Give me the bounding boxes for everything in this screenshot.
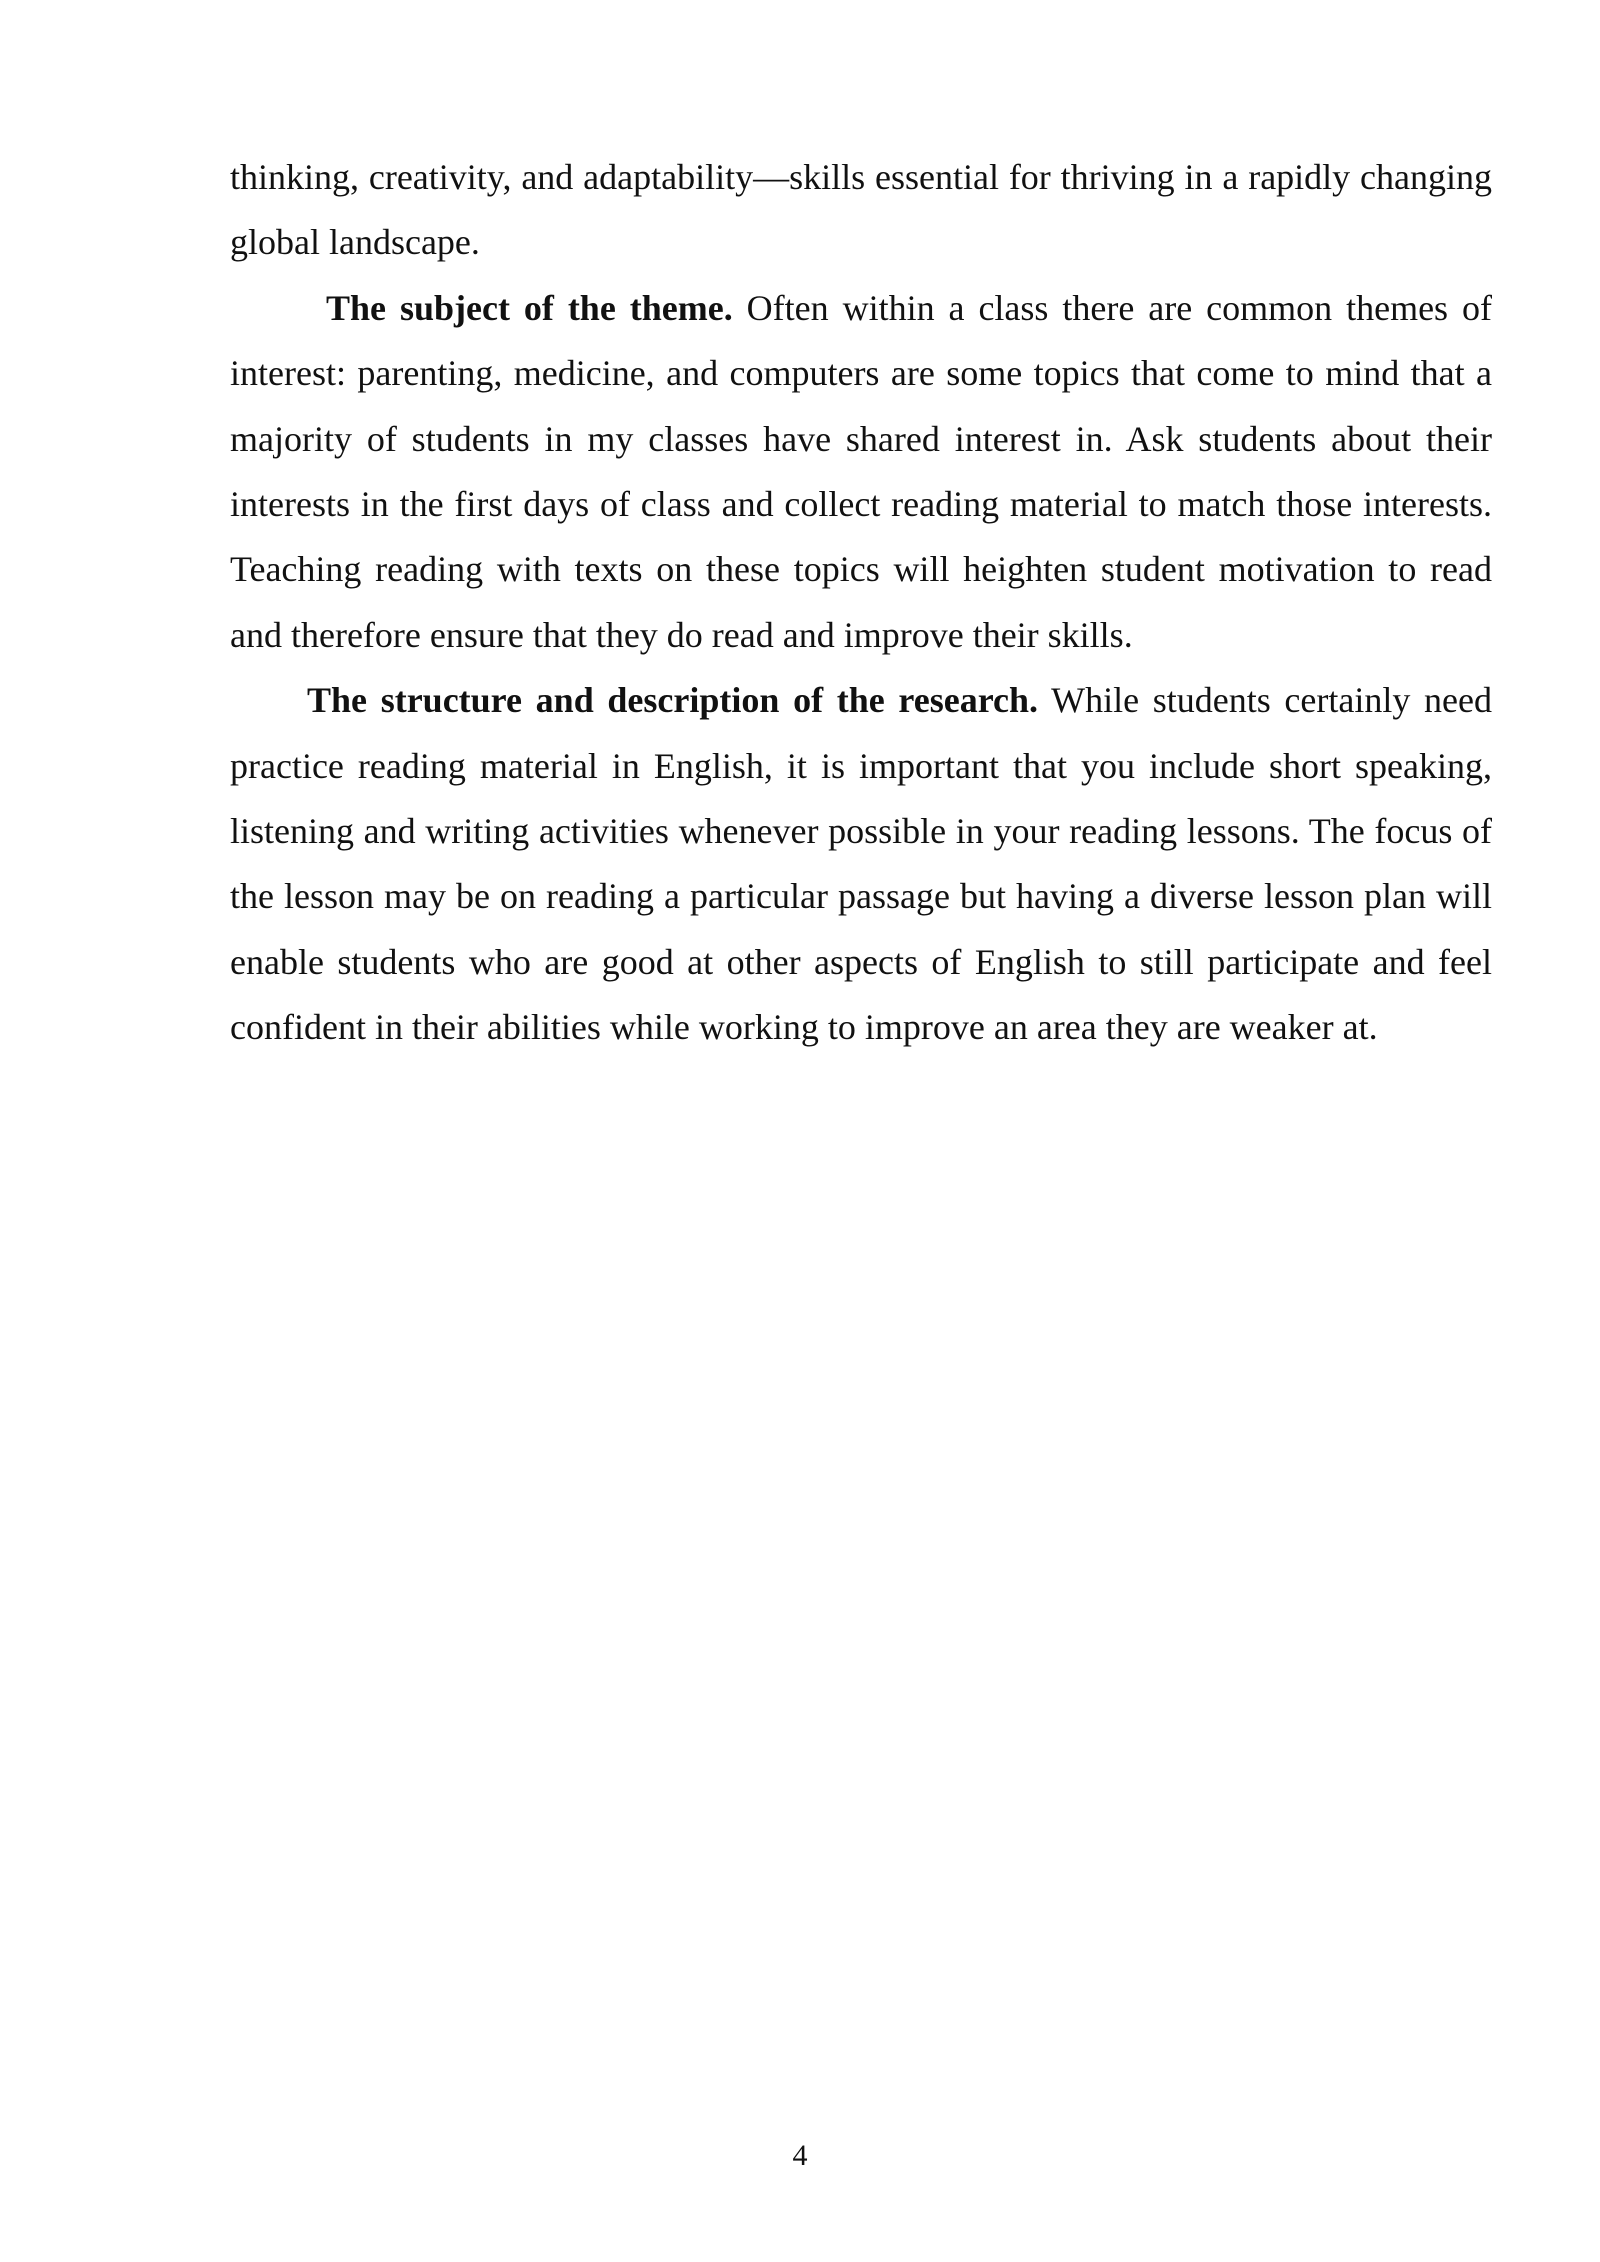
- page-number: 4: [792, 2139, 808, 2172]
- paragraph-heading: The subject of the theme.: [326, 287, 733, 328]
- paragraph-text: Often within a class there are common themes of interest: parenting, medicine, and computers are some topics that come to mind that a majority of students in my classes have shared interest in. Ask students about their interests in the first days of class and collect reading material to match those interests. Teaching reading with texts on these topics will heighten student motivation to read and therefore ensure that they do read and improve their skills.: [230, 287, 1492, 655]
- paragraph-text: thinking, creativity, and adaptability—skills essential for thriving in a rapidly changing global landscape.: [230, 157, 1492, 263]
- paragraph-structure-of-research: [230, 668, 1492, 1060]
- paragraph-continued: [230, 145, 1492, 276]
- paragraph-text: While students certainly need practice reading material in English, it is important that you include short speaking, listening and writing activities whenever possible in your reading lessons. The focus of the lesson may be on reading a particular passage but having a diverse lesson plan will enable students who are good at other aspects of English to still participate and feel confident in their abilities while working to improve an area they are weaker at.: [230, 680, 1492, 1048]
- body-text: [230, 145, 1492, 1061]
- paragraph-heading: The structure and description of the research.: [307, 680, 1039, 721]
- paragraph-subject-of-theme: [230, 276, 1492, 668]
